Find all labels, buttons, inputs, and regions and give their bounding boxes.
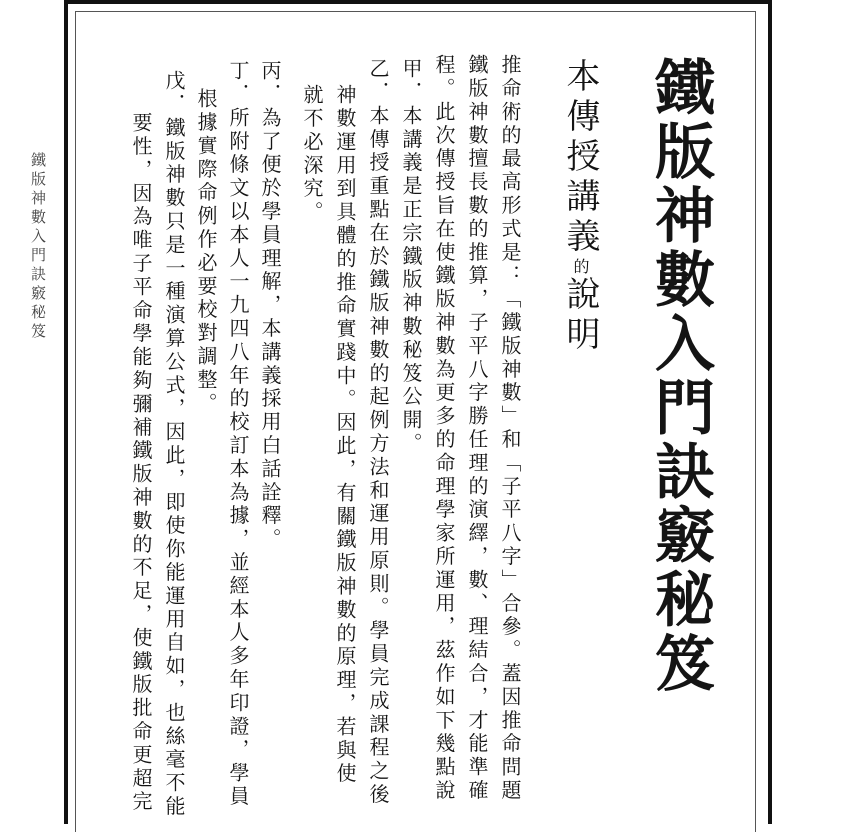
subtitle-part2: 說明 [560,276,600,356]
body-column-item-ding: 丁．所附條文以本人一九四八年的校訂本為據，並經本人多年印證，學員 [226,60,250,809]
subtitle-part1: 本傳授講義 [560,58,600,258]
body-column-item-yi-cont2: 就不必深究。 [300,84,324,225]
body-column-item-yi: 乙．本傳授重點在於鐵版神數的起例方法和運用原則。學員完成課程之後 [366,58,390,807]
page-title: 鐵版神數入門訣竅秘笈 [645,56,715,696]
body-column-item-wu: 戊．鐵版神數只是一種演算公式，因此，即使你能運用自如，也絲毫不能 [162,70,186,819]
body-column-item-wu-cont: 要性，因為唯子平命學能夠彌補鐵版神數的不足，使鐵版批命更超完 [129,112,153,814]
margin-running-title: 鐵版神數入門訣竅秘笈 [29,152,47,342]
body-column-3: 程。此次傳授旨在使鐵版神數為更多的命理學家所運用，茲作如下幾點說 [432,54,456,803]
body-column-2: 鐵版神數擅長數的推算，子平八字勝任理的演繹，數、理結合，才能準確 [465,54,489,803]
body-column-item-ding-cont: 根據實際命例作必要校對調整。 [194,88,218,416]
body-column-item-bing: 丙．為了便於學員理解，本講義採用白話詮釋。 [258,60,282,552]
subtitle-small-char: 的 [571,258,590,276]
section-subtitle [562,58,598,356]
body-column-1: 推命術的最高形式是：「鐵版神數」和「子平八字」合參。蓋因推命問題 [498,54,522,803]
body-column-item-yi-cont: 神數運用到具體的推命實踐中。因此，有關鐵版神數的原理，若與使 [333,84,357,786]
body-column-item-jia: 甲．本講義是正宗鐵版神數秘笈公開。 [399,58,423,456]
